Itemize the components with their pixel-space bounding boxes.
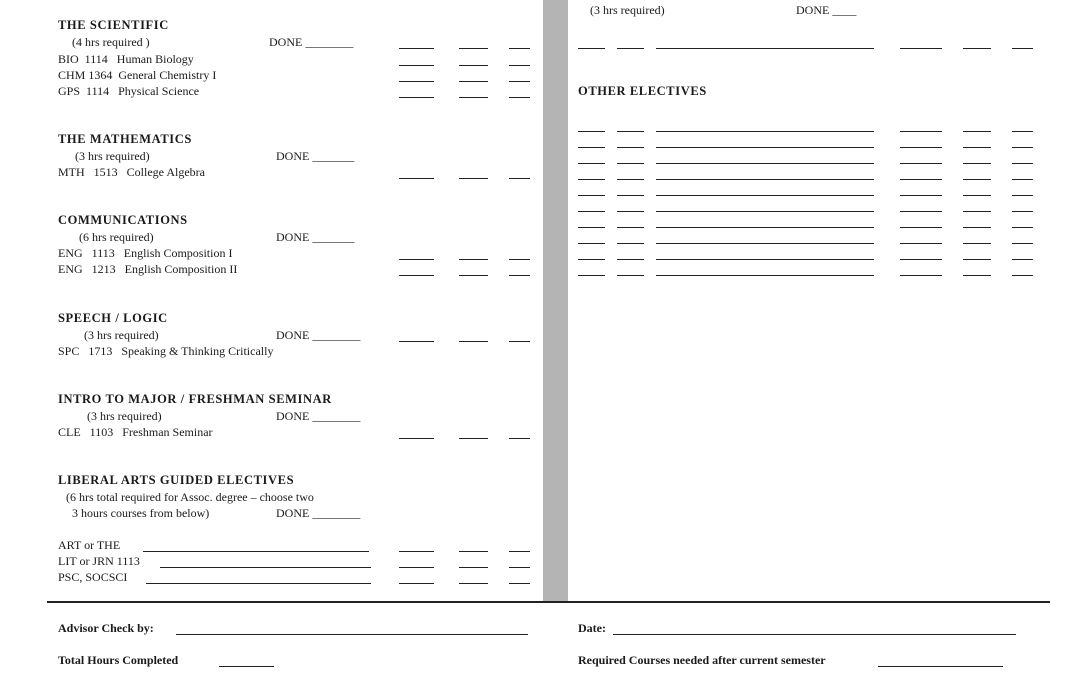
footer-divider bbox=[47, 601, 1050, 603]
advisor-check-label: Advisor Check by: bbox=[58, 621, 154, 635]
date-label: Date: bbox=[578, 621, 606, 635]
scientific-title: THE SCIENTIFIC bbox=[58, 18, 169, 32]
liberal-arts-requirement-line-1: (6 hrs total required for Assoc. degree – choose two bbox=[66, 490, 314, 504]
communications-done[interactable]: DONE _______ bbox=[276, 230, 355, 244]
mathematics-done[interactable]: DONE _______ bbox=[276, 149, 355, 163]
communications-title: COMMUNICATIONS bbox=[58, 213, 188, 227]
communications-hours-required: (6 hrs required) bbox=[79, 230, 154, 244]
mathematics-hours-required: (3 hrs required) bbox=[75, 149, 150, 163]
required-courses-label: Required Courses needed after current semester bbox=[578, 653, 826, 667]
speech-logic-title: SPEECH / LOGIC bbox=[58, 311, 168, 325]
intro-major-title: INTRO TO MAJOR / FRESHMAN SEMINAR bbox=[58, 392, 332, 406]
elective-lit-or-jrn: LIT or JRN 1113 bbox=[58, 554, 140, 568]
speech-hours-required: (3 hrs required) bbox=[84, 328, 159, 342]
required-courses-field[interactable] bbox=[878, 666, 1003, 667]
other-electives-title: OTHER ELECTIVES bbox=[578, 84, 707, 98]
liberal-arts-title: LIBERAL ARTS GUIDED ELECTIVES bbox=[58, 473, 295, 487]
elective-art-or-the: ART or THE bbox=[58, 538, 121, 552]
advisor-check-field[interactable] bbox=[176, 634, 528, 635]
elective-lit-blank[interactable] bbox=[160, 567, 371, 568]
liberal-arts-done[interactable]: DONE ________ bbox=[276, 506, 361, 520]
column-divider bbox=[543, 0, 568, 602]
course-mth-1513: MTH 1513 College Algebra bbox=[58, 165, 205, 179]
total-hours-field[interactable] bbox=[219, 666, 274, 667]
elective-psc-blank[interactable] bbox=[146, 583, 371, 584]
elective-art-blank[interactable] bbox=[143, 551, 369, 552]
total-hours-label: Total Hours Completed bbox=[58, 653, 179, 667]
course-eng-1113: ENG 1113 English Composition I bbox=[58, 246, 233, 260]
mathematics-title: THE MATHEMATICS bbox=[58, 132, 192, 146]
intro-done[interactable]: DONE ________ bbox=[276, 409, 361, 423]
course-gps-1114: GPS 1114 Physical Science bbox=[58, 84, 200, 98]
scientific-hours-required: (4 hrs required ) bbox=[72, 35, 150, 49]
intro-hours-required: (3 hrs required) bbox=[87, 409, 162, 423]
right-top-done[interactable]: DONE ____ bbox=[796, 3, 857, 17]
course-cle-1103: CLE 1103 Freshman Seminar bbox=[58, 425, 213, 439]
date-field[interactable] bbox=[613, 634, 1016, 635]
course-spc-1713: SPC 1713 Speaking & Thinking Critically bbox=[58, 344, 274, 358]
liberal-arts-requirement-line-2: 3 hours courses from below) bbox=[72, 506, 210, 520]
course-eng-1213: ENG 1213 English Composition II bbox=[58, 262, 238, 276]
course-chm-1364: CHM 1364 General Chemistry I bbox=[58, 68, 217, 82]
speech-done[interactable]: DONE ________ bbox=[276, 328, 361, 342]
right-top-hours-required: (3 hrs required) bbox=[590, 3, 665, 17]
elective-psc-socsci: PSC, SOCSCI bbox=[58, 570, 128, 584]
course-bio-1114: BIO 1114 Human Biology bbox=[58, 52, 194, 66]
scientific-done[interactable]: DONE ________ bbox=[269, 35, 354, 49]
